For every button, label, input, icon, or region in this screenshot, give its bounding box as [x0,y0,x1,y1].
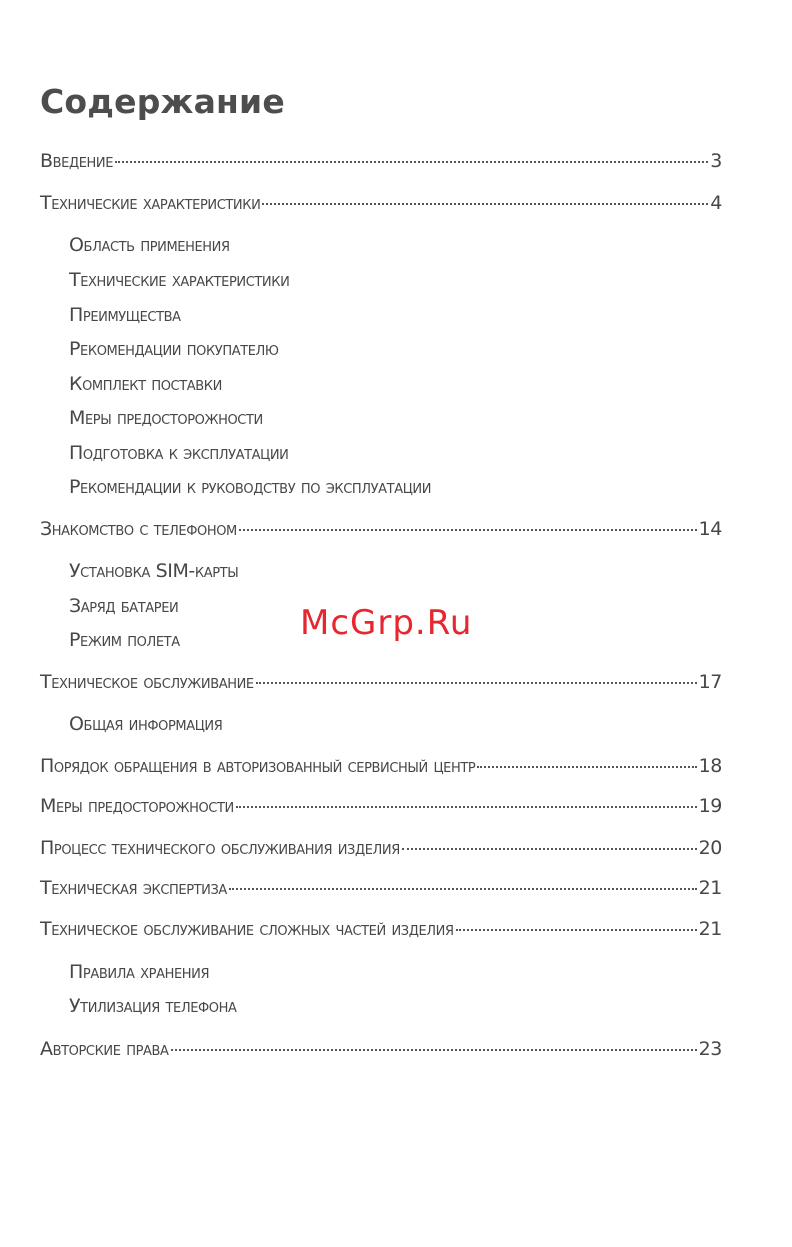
toc-entry-page: 19 [698,795,722,817]
toc-entry-maintenance[interactable] [40,671,722,699]
toc-entry-title: Знакомство с телефоном [40,518,237,540]
dot-leader [262,203,708,205]
toc-entry-page: 23 [698,1038,722,1060]
toc-entry-title: Техническое обслуживание [40,671,254,693]
toc-entry-expertise[interactable] [40,877,722,905]
toc-subitem[interactable]: Правила хранения [69,961,210,983]
page-title: Содержание [40,82,285,121]
toc-subitem[interactable]: Общая информация [69,713,223,735]
toc-entry-complex-parts[interactable] [40,918,722,946]
toc-subitem[interactable]: Меры предосторожности [69,407,263,429]
toc-subitem[interactable]: Заряд батареи [69,595,179,617]
toc-entry-introduction[interactable] [40,150,722,178]
dot-leader [236,806,697,808]
toc-subitem[interactable]: Рекомендации покупателю [69,338,279,360]
toc-entry-phone-intro[interactable] [40,518,722,546]
toc-subitem[interactable]: Утилизация телефона [69,995,237,1017]
toc-entry-page: 21 [698,918,722,940]
toc-entry-copyright[interactable] [40,1038,722,1066]
toc-entry-service-center[interactable] [40,755,722,783]
toc-entry-title: Авторские права [40,1038,169,1060]
toc-entry-maintenance-process[interactable] [40,837,722,865]
dot-leader [229,888,697,890]
toc-subitem[interactable]: Установка SIM-карты [69,560,239,582]
toc-entry-page: 14 [698,518,722,540]
toc-entry-title: Техническая экспертиза [40,877,227,899]
toc-entry-title: Технические характеристики [40,192,261,214]
toc-entry-page: 18 [698,755,722,777]
toc-subitem[interactable]: Режим полета [69,629,180,651]
dot-leader [256,682,697,684]
toc-entry-title: Техническое обслуживание сложных частей изделия [40,918,454,940]
dot-leader [115,161,708,163]
toc-entry-page: 21 [698,877,722,899]
toc-subitem[interactable]: Преимущества [69,304,181,326]
toc-entry-title: Введение [40,150,114,172]
toc-subitem[interactable]: Рекомендации к руководству по эксплуатации [69,476,432,498]
toc-subitem[interactable]: Подготовка к эксплуатации [69,442,289,464]
dot-leader [171,1049,697,1051]
toc-entry-title: Меры предосторожности [40,795,234,817]
dot-leader [456,929,697,931]
toc-subitem[interactable]: Технические характеристики [69,269,290,291]
dot-leader [477,766,696,768]
toc-entry-page: 17 [698,671,722,693]
toc-subitem[interactable]: Область применения [69,234,230,256]
toc-entry-page: 4 [710,192,722,214]
toc-entry-page: 3 [710,150,722,172]
toc-entry-precautions[interactable] [40,795,722,823]
toc-entry-specifications[interactable] [40,192,722,220]
dot-leader [239,529,697,531]
toc-entry-title: Порядок обращения в авторизованный сервисный центр [40,755,476,777]
toc-entry-title: Процесс технического обслуживания изделия [40,837,400,859]
toc-subitem[interactable]: Комплект поставки [69,373,222,395]
watermark-text: McGrp.Ru [300,603,473,643]
toc-entry-page: 20 [698,837,722,859]
dot-leader [402,848,697,850]
